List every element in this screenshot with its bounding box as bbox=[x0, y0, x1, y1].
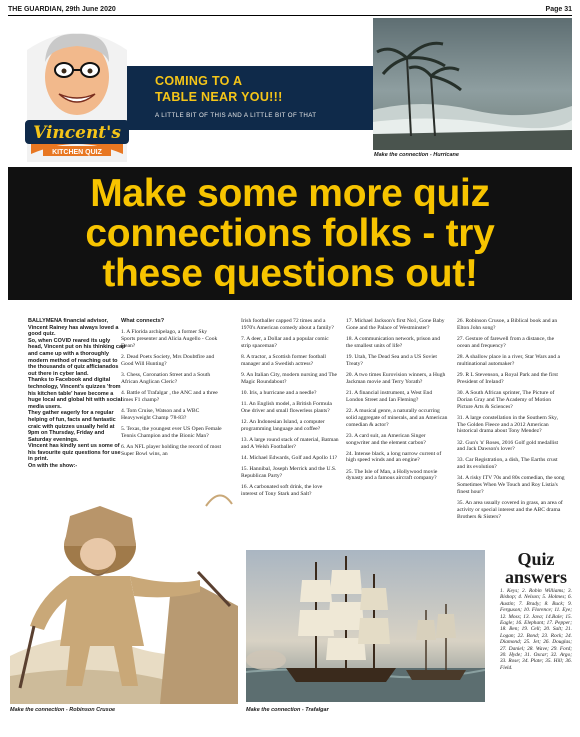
logo-name: Vincent's bbox=[33, 123, 121, 143]
questions-column-5 bbox=[457, 318, 567, 525]
intro-paragraph: BALLYMENA financial advisor, Vincent Rainey has always loved a good quiz. bbox=[28, 318, 119, 338]
question-item: 19. Utah, The Dead Sea and a US Soviet Treaty? bbox=[346, 353, 437, 367]
promo-line-2: TABLE NEAR YOU!!! bbox=[155, 90, 283, 104]
question-item: 29. R L Stevenson, a Royal Park and the first President of Ireland? bbox=[457, 371, 558, 385]
question-item: 8. A tractor, a Scottish former football manager and a Swedish actress? bbox=[241, 353, 326, 367]
question-item: 7. A deer, a Dollar and a popular comic strip spaceman? bbox=[241, 335, 329, 349]
masthead bbox=[8, 3, 572, 15]
question-item: 4. Tom Cruise, Watson and a WBC Heavyweight Champ '78-83? bbox=[121, 407, 200, 421]
question-item: 34. A risky ITV 70s and 80s comedian, the song Sometimes When We Touch and Roy Listia's finest hour? bbox=[457, 475, 565, 496]
intro-column bbox=[28, 318, 126, 470]
question-item: 25. The Isle of Man, a Hollywood movie dynasty and a famous aircraft company? bbox=[346, 468, 438, 482]
question-item: 35. An area usually covered in grass, an area of activity or special interest and the ABC drama Brothers & Sisters? bbox=[457, 500, 563, 520]
intro-paragraph: They gather eagerly for a regular helping of fun, facts and fantastic craic with quizzes usually held at 9pm on Thursday, Friday and Saturday evenings. bbox=[28, 410, 116, 443]
question-item: 6. An NFL player holding the record of most Super Bowl wins, an bbox=[121, 443, 221, 457]
promo-line-1: COMING TO A bbox=[155, 74, 243, 88]
caption-trafalgar: Make the connection - Trafalgar bbox=[246, 707, 329, 713]
question-item: 9. An Italian City, modern nursing and The Magic Roundabout? bbox=[241, 371, 338, 385]
question-item: 28. A shallow place in a river, Star Wars and a multinational automaker? bbox=[457, 353, 560, 367]
question-item: 13. A large round stack of material, Batman and A Welsh Footballer? bbox=[241, 437, 339, 450]
question-item: 2. Dead Poets Society, Mrs Doubtfire and Good Will Hunting? bbox=[121, 353, 215, 367]
caption-hurricane: Make the connection - Hurricane bbox=[374, 152, 459, 158]
question-item: 21. A financial instrument, a West End London Street and Ian Fleming? bbox=[346, 389, 433, 403]
headline-line-2: connections folks - try bbox=[85, 211, 495, 255]
question-item: 14. Michael Edwards, Golf and Apollo 11? bbox=[241, 455, 338, 462]
promo-panel bbox=[121, 66, 375, 130]
quiz-answers-title: Quiz answers bbox=[505, 549, 567, 587]
question-item: 27. Gesture of farewell from a distance, the ocean and frequency? bbox=[457, 335, 555, 349]
quiz-answers-text: 1. Keys; 2. Robin Williams; 3. Bishop; 4. Nelson; 5. Holmes; 6. Austin; 7. Brady; 8. Buck; 9. Ferguson; 10. Florence; 11. Eye; 12. Moss; 13. Java; 14.Bale; 15. Eagle; 16. Elephant; 17. Pepper; 18. Ben; 19. Cell; 20. Salt; 21. Logan; 22. Bond; 23. Rock; 24. Diamond; 25. Jet; 26. Douglas; 27. Daniel; 28. Wave; 29. Ford; 30. Hyde; 31. Oscar; 32. Argo; 33. Rose; 34. Plate; 35. Hill; 36. Field. bbox=[500, 588, 572, 671]
question-item: 24. Intense black, a long narrow current of high speed winds and an engine? bbox=[346, 450, 442, 464]
question-item: 3. Chess, Coronation Street and a South African Anglican Cleric? bbox=[121, 371, 211, 385]
headline-line-3: these questions out! bbox=[102, 251, 478, 295]
quiz-banner bbox=[17, 18, 375, 164]
logo-subtitle: KITCHEN QUIZ bbox=[52, 149, 102, 156]
promo-line-3: A LITTLE BIT OF THIS AND A LITTLE BIT OF THAT bbox=[155, 112, 317, 119]
question-item: 23. A card suit, an American Singer songwriter and the element carbon? bbox=[346, 432, 426, 446]
masthead-paper-date: THE GUARDIAN, 29th June 2020 bbox=[8, 5, 116, 13]
question-item: 11. An English model, a British Formula One driver and small flowerless plants? bbox=[241, 401, 332, 414]
question-item: 22. A musical genre, a naturally occurring solid aggregate of minerals, and an American comedian & actor? bbox=[346, 407, 448, 428]
question-item: 1. A Florida archipelago, a former Sky Sports presenter and Alicia Augello - Cook Dean? bbox=[121, 329, 218, 349]
vincent-logo bbox=[17, 22, 137, 164]
questions-column-4 bbox=[346, 318, 448, 487]
intro-paragraph: Vincent has kindly sent us some of his favourite quiz questions for use in print. bbox=[28, 443, 121, 463]
question-item: 16. A carbonated soft drink, the love interest of Tony Stark and Salt? bbox=[241, 484, 323, 498]
headline-block bbox=[8, 167, 572, 300]
headline-line-1: Make some more quiz bbox=[90, 171, 490, 215]
masthead-rule bbox=[8, 15, 572, 16]
question-item: 31. A large constellation in the Southern Sky, The Golden Fleece and a 2012 American historical drama about Tony Mendez? bbox=[457, 414, 558, 435]
intro-paragraph: Thanks to Facebook and digital technology, Vincent's quizzes 'from his kitchen table' have become a huge local and global hit with social media users. bbox=[28, 377, 123, 410]
question-item: 33. Car Registration, a dish, The Earths crust and its evolution? bbox=[457, 457, 558, 471]
questions-heading: What connects? bbox=[121, 318, 165, 324]
question-item: 15. Hannibal, Joseph Merrick and the U.S. Republican Party? bbox=[241, 466, 337, 480]
question-item: 26. Robinson Crusoe, a Biblical book and an Elton John song? bbox=[457, 318, 558, 331]
caption-crusoe: Make the connection - Robinson Crusoe bbox=[10, 707, 116, 713]
question-item: Irish footballer capped 72 times and a 1970's American comedy about a family? bbox=[241, 318, 334, 331]
question-item: 17. Michael Jackson's first No1, Gone Baby Gone and the Palace of Westminster? bbox=[346, 318, 445, 331]
robinson-crusoe-illustration bbox=[10, 476, 238, 704]
question-item: 12. An Indonesian Island, a computer programming language and coffee? bbox=[241, 419, 325, 432]
masthead-page-number: Page 31 bbox=[545, 5, 572, 13]
question-item: 10. Iris, a hurricane and a needle? bbox=[241, 389, 317, 396]
intro-paragraph: So, when COVID reared its ugly head, Vincent put on his thinking cap and came up with a thoroughly modern method of reaching out to the thousands of quiz afficianados out there in cyber land. bbox=[28, 337, 126, 377]
question-item: 20. A two times Eurovision winners, a Hugh Jackman movie and Terry Yorath? bbox=[346, 371, 446, 385]
question-item: 18. A communication network, prison and the smallest units of life? bbox=[346, 335, 440, 349]
hurricane-photo bbox=[373, 18, 572, 150]
question-item: 32. Gun's 'n' Roses, 2016 Golf gold medallist and Jack Dawson's lover? bbox=[457, 439, 559, 453]
questions-column-2 bbox=[121, 318, 222, 462]
trafalgar-painting bbox=[246, 550, 485, 702]
question-item: 30. A South African sprinter, The Picture of Dorian Gray and The Academy of Motion Picture Arts & Sciences? bbox=[457, 389, 555, 410]
questions-column-3 bbox=[241, 318, 340, 502]
question-item: 4. Battle of Trafalgar , the ANC and a three times F1 champ? bbox=[121, 389, 218, 403]
question-item: 5. Texas, the youngest ever US Open Female Tennis Champion and the Bionic Man? bbox=[121, 425, 222, 439]
intro-paragraph: On with the show:- bbox=[28, 463, 78, 470]
